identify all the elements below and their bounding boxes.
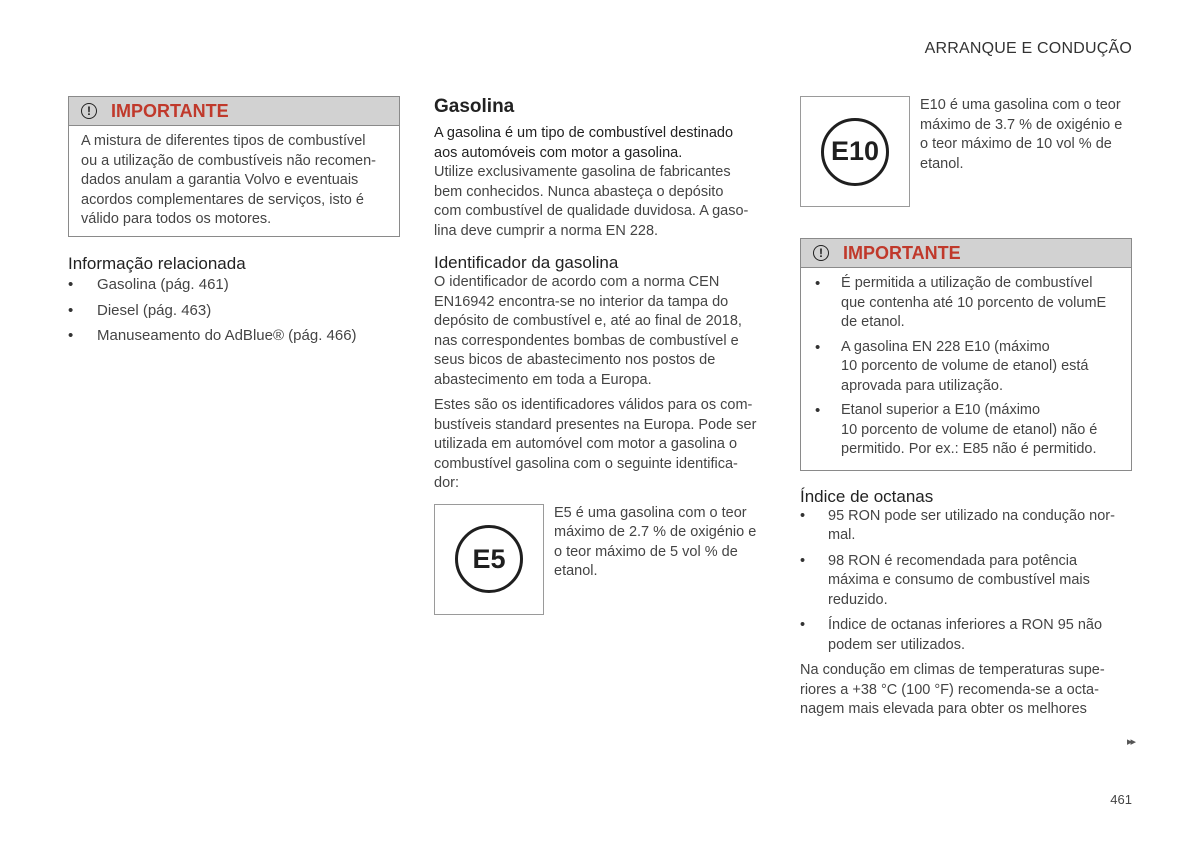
e5-fuel-symbol: E5 [455, 525, 523, 593]
text-line: etanol. [554, 563, 598, 579]
text-line: podem ser utilizados. [828, 636, 966, 653]
text-line: seus bicos de abastecimento nos postos de [434, 352, 716, 368]
important-notice-list [813, 274, 1119, 460]
list-item [813, 274, 1119, 333]
text-line: E10 é uma gasolina com o teor [920, 97, 1121, 113]
text-line: com combustível de qualidade duvidosa. A gaso- [434, 203, 749, 219]
chapter-title: ARRANQUE E CONDUÇÃO [924, 40, 1132, 57]
notice-line: dados anulam a garantia Volvo e eventuais [81, 172, 359, 188]
notice-line: ou a utilização de combustíveis não recomen- [81, 152, 376, 169]
right-column [800, 96, 1132, 720]
text-line: que contenha até 10 porcento de volumE [841, 294, 1107, 311]
related-link-gasolina[interactable]: • Gasolina (pág. 461) [68, 275, 400, 295]
text-line: de etanol. [841, 314, 905, 330]
text-line: E5 é uma gasolina com o teor [554, 504, 747, 521]
text-line: • É permitida a utilização de combustível [841, 275, 1093, 291]
text-line: combustível gasolina com o seguinte identifica- [434, 455, 738, 472]
text-line: nas correspondentes bombas de combustível e [434, 332, 739, 349]
related-link-diesel[interactable]: • Diesel (pág. 463) [68, 301, 400, 321]
list-item [813, 338, 1119, 397]
important-notice-title: IMPORTANTE [843, 242, 961, 263]
text-line: o teor máximo de 5 vol % de [554, 543, 738, 560]
related-info-heading: Informação relacionada [68, 254, 246, 273]
warning-exclamation-icon: ! [813, 245, 829, 261]
octane-heading: Índice de octanas [800, 486, 934, 506]
text-line: O identificador de acordo com a norma CEN [434, 274, 720, 290]
text-line: EN16942 encontra-se no interior da tampa do [434, 293, 729, 310]
text-line: A gasolina é um tipo de combustível destinado [434, 125, 734, 141]
important-notice-box [800, 238, 1132, 471]
text-line: • Índice de octanas inferiores a RON 95 não [828, 617, 1103, 633]
text-line: Utilize exclusivamente gasolina de fabricantes [434, 164, 731, 180]
section-title-gasolina: Gasolina [434, 96, 515, 117]
identifier-heading: Identificador da gasolina [434, 253, 619, 272]
continue-arrows-icon: ▸▸ [1126, 736, 1134, 748]
text-line: • Etanol superior a E10 (máximo [841, 402, 1041, 418]
text-line: utilizada em automóvel com motor a gasolina o [434, 436, 738, 452]
notice-line: A mistura de diferentes tipos de combustível [81, 133, 366, 149]
text-line: mal. [828, 527, 856, 543]
text-line: máximo de 2.7 % de oxigénio e [554, 524, 757, 540]
intro-paragraph [434, 124, 768, 163]
important-notice-header [801, 239, 1131, 268]
text-line: riores a +38 °C (100 °F) recomenda-se a octa- [800, 681, 1099, 698]
e10-fuel-symbol: E10 [821, 118, 889, 186]
e10-identifier-row [800, 96, 1132, 207]
important-notice-box [68, 96, 400, 237]
text-line: dor: [434, 475, 459, 491]
warning-exclamation-icon: ! [81, 103, 97, 119]
text-line: • A gasolina EN 228 E10 (máximo [841, 338, 1050, 355]
text-line: bem conhecidos. Nunca abasteça o depósito [434, 183, 724, 200]
important-notice-header [69, 97, 399, 126]
related-link-adblue[interactable]: • Manuseamento do AdBlue® (pág. 466) [68, 326, 400, 346]
octane-list [800, 507, 1132, 656]
text-line: aos automóveis com motor a gasolina. [434, 144, 683, 161]
text-line: máximo de 3.7 % de oxigénio e [920, 116, 1123, 133]
text-line: permitido. Por ex.: E85 não é permitido. [841, 441, 1097, 457]
text-line: Na condução em climas de temperaturas supe- [800, 662, 1105, 678]
text-line: lina deve cumprir a norma EN 228. [434, 222, 659, 239]
list-item [800, 507, 1132, 546]
important-notice-text [801, 268, 1131, 470]
octane-paragraph [800, 661, 1132, 720]
list-item [813, 401, 1119, 460]
e5-label-box [434, 504, 544, 615]
text-line: depósito de combustível e, até ao final de 2018, [434, 313, 742, 329]
text-line: • 98 RON é recomendada para potência [828, 552, 1078, 569]
important-notice-text [69, 126, 399, 240]
list-item [800, 616, 1132, 655]
text-line: 10 porcento de volume de etanol) está [841, 358, 1089, 374]
text-line: reduzido. [828, 591, 888, 608]
e5-identifier-row [434, 504, 768, 615]
text-line: aprovada para utilização. [841, 377, 1004, 394]
text-line: o teor máximo de 10 vol % de [920, 136, 1112, 152]
text-line: nagem mais elevada para obter os melhores [800, 701, 1087, 717]
notice-line: acordos complementares de serviços, isto é [81, 191, 364, 208]
e10-description [920, 96, 1122, 174]
e10-label-box [800, 96, 910, 207]
notice-line: válido para todos os motores. [81, 211, 272, 227]
text-line: Estes são os identificadores válidos para os com- [434, 397, 753, 413]
text-line: bustíveis standard presentes na Europa. Pode ser [434, 416, 757, 433]
text-line: abastecimento em toda a Europa. [434, 371, 652, 388]
middle-column [434, 96, 768, 615]
text-line: 10 porcento de volume de etanol) não é [841, 421, 1098, 438]
paragraph-identificador [434, 273, 768, 390]
related-info-list [68, 275, 400, 346]
text-line: • 95 RON pode ser utilizado na condução nor- [828, 507, 1115, 524]
page-number: 461 [1110, 792, 1132, 807]
list-item [800, 552, 1132, 611]
paragraph-fabricantes [434, 163, 768, 241]
e5-description [554, 504, 756, 582]
left-column [68, 96, 400, 346]
paragraph-identificadores-validos [434, 396, 768, 494]
text-line: etanol. [920, 155, 964, 172]
important-notice-title: IMPORTANTE [111, 100, 229, 121]
text-line: máxima e consumo de combustível mais [828, 572, 1090, 588]
